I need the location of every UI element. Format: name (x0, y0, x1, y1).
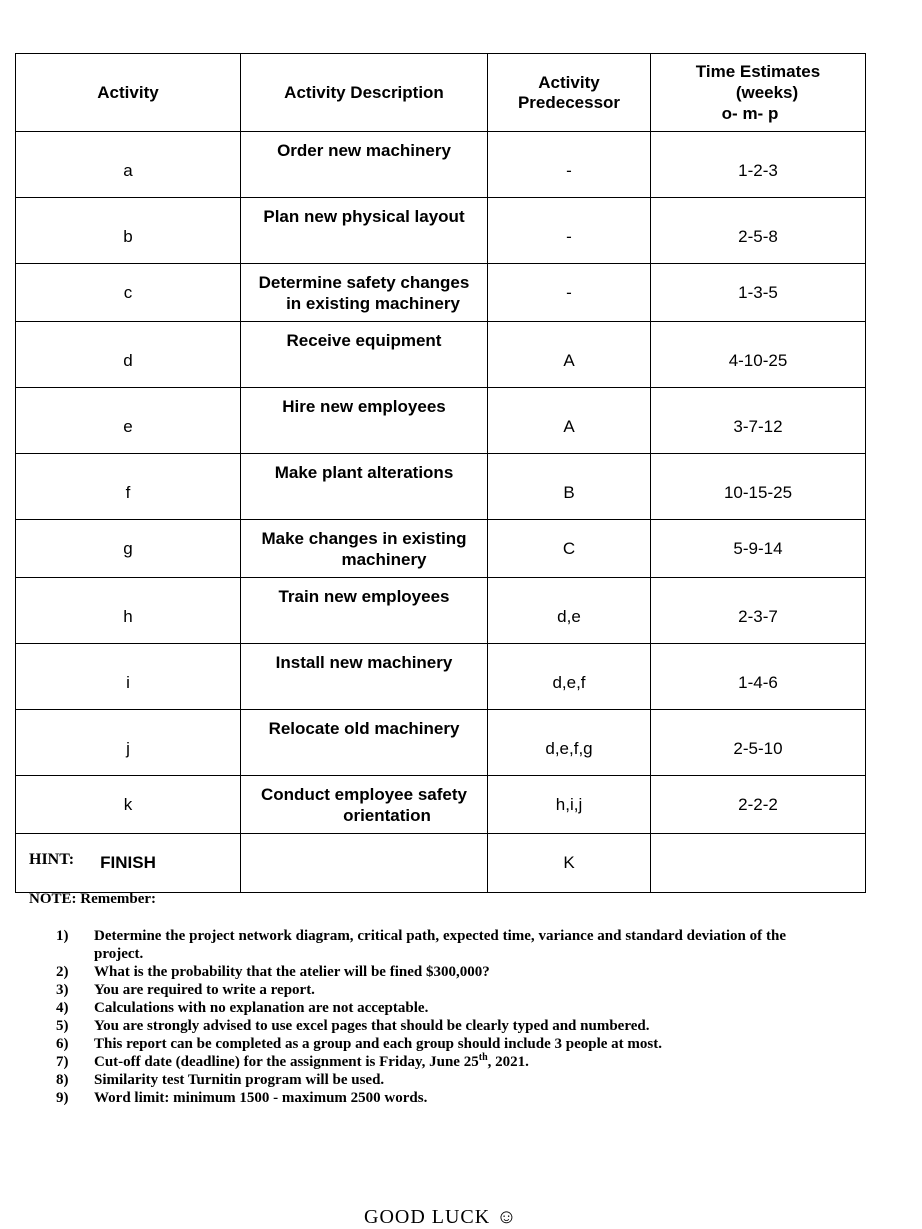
activity-cell: a (123, 160, 133, 180)
description-text: Make changes in existing (261, 528, 467, 548)
list-text: Determine the project network diagram, critical path, expected time, variance and standard deviation of the project. (94, 928, 786, 962)
table-row (16, 264, 866, 322)
activity-table (15, 53, 866, 893)
description-text-line2: in existing machinery (286, 293, 460, 313)
list-number: 1) (56, 928, 69, 944)
time-cell: 2-3-7 (738, 606, 778, 626)
header-predecessor (488, 54, 651, 132)
description-text-line2: machinery (341, 549, 427, 569)
list-text (94, 1053, 786, 1071)
list-text: You are strongly advised to use excel pages that should be clearly typed and numbered. (94, 1018, 650, 1034)
description-cell (241, 264, 488, 322)
list-text: Similarity test Turnitin program will be used. (94, 1072, 385, 1088)
description-text: Install new machinery (275, 653, 453, 672)
time-cell: 4-10-25 (728, 350, 788, 370)
description-text: Conduct employee safety (261, 784, 467, 804)
description-text: Plan new physical layout (263, 207, 465, 226)
description-cell (241, 776, 488, 834)
list-text: You are required to write a report. (94, 982, 315, 998)
list-item (56, 1035, 786, 1053)
list-text: This report can be completed as a group and each group should include 3 people at most. (94, 1036, 662, 1052)
description-text: Hire new employees (282, 397, 446, 416)
table-row (16, 322, 866, 388)
time-cell: 3-7-12 (733, 416, 783, 436)
predecessor-cell: A (563, 416, 575, 436)
table-row (16, 132, 866, 198)
description-text: Receive equipment (286, 331, 442, 350)
activity-cell: g (16, 520, 241, 578)
time-cell: 2-2-2 (651, 776, 866, 834)
list-number: 7) (56, 1054, 69, 1070)
header-time-line2: (weeks) (735, 83, 799, 102)
activity-cell: h (123, 606, 133, 626)
header-activity: Activity (16, 54, 241, 132)
list-text: What is the probability that the atelier will be fined $300,000? (94, 964, 490, 980)
table-row-finish (16, 834, 866, 893)
predecessor-cell: - (488, 264, 651, 322)
good-luck-footer: GOOD LUCK ☺ (364, 1206, 518, 1228)
deadline-text: Cut-off date (deadline) for the assignment is Friday, June 25 (94, 1054, 479, 1070)
list-item (56, 963, 786, 981)
description-text-line2: orientation (343, 805, 431, 825)
time-cell: 1-4-6 (738, 672, 778, 692)
description-cell (241, 644, 488, 710)
header-predecessor-line1: Activity (538, 72, 600, 92)
list-item (56, 927, 786, 963)
list-item (56, 1071, 786, 1089)
description-cell (241, 710, 488, 776)
list-number: 3) (56, 982, 69, 998)
list-number: 8) (56, 1072, 69, 1088)
time-cell: 10-15-25 (723, 482, 793, 502)
table-row (16, 776, 866, 834)
table-row (16, 198, 866, 264)
table-row (16, 520, 866, 578)
description-cell (241, 520, 488, 578)
predecessor-cell: d,e,f (552, 672, 586, 692)
list-item (56, 981, 786, 999)
description-text: Order new machinery (277, 141, 451, 160)
table-row (16, 578, 866, 644)
predecessor-cell: d,e,f,g (545, 738, 593, 758)
activity-cell: i (126, 672, 130, 692)
task-list (56, 927, 786, 1107)
time-cell: 2-5-8 (738, 226, 778, 246)
list-text: Calculations with no explanation are not acceptable. (94, 1000, 429, 1016)
list-item (56, 999, 786, 1017)
predecessor-cell: B (563, 482, 575, 502)
header-time-line3: o- m- p (721, 104, 779, 123)
header-description: Activity Description (241, 54, 488, 132)
list-item (56, 1053, 786, 1071)
note-label: NOTE: Remember: (29, 891, 157, 907)
description-text: Train new employees (278, 587, 450, 606)
list-number: 6) (56, 1036, 69, 1052)
table-row (16, 454, 866, 520)
table-row (16, 388, 866, 454)
activity-cell: k (16, 776, 241, 834)
predecessor-cell: h,i,j (488, 776, 651, 834)
time-cell (651, 834, 866, 893)
table-header-row (16, 54, 866, 132)
activity-cell: j (126, 738, 130, 758)
predecessor-cell: - (566, 226, 572, 246)
activity-cell: c (16, 264, 241, 322)
list-item (56, 1089, 786, 1107)
time-cell: 2-5-10 (733, 738, 783, 758)
header-predecessor-line2: Predecessor (517, 92, 621, 112)
predecessor-cell: K (488, 834, 651, 893)
list-number: 9) (56, 1090, 69, 1106)
header-time-line1: Time Estimates (695, 62, 821, 81)
predecessor-cell: A (563, 350, 575, 370)
hint-label: HINT: (29, 851, 75, 868)
description-text: Determine safety changes (258, 272, 470, 292)
list-item (56, 1017, 786, 1035)
description-cell (241, 454, 488, 520)
predecessor-cell: - (566, 160, 572, 180)
description-cell (241, 198, 488, 264)
activity-cell: e (123, 416, 133, 436)
time-cell: 1-2-3 (738, 160, 778, 180)
description-text: Relocate old machinery (268, 719, 460, 738)
description-cell (241, 578, 488, 644)
description-cell (241, 388, 488, 454)
list-number: 4) (56, 1000, 69, 1016)
description-cell (241, 834, 488, 893)
activity-cell: FINISH (16, 834, 241, 893)
activity-cell: f (125, 482, 131, 502)
description-cell (241, 132, 488, 198)
header-time-estimates (651, 54, 866, 132)
time-cell: 1-3-5 (651, 264, 866, 322)
predecessor-cell: d,e (557, 606, 581, 626)
list-number: 2) (56, 964, 69, 980)
predecessor-cell: C (488, 520, 651, 578)
table-row (16, 644, 866, 710)
ordinal-suffix: th (478, 1052, 488, 1063)
activity-cell: d (123, 350, 133, 370)
time-cell: 5-9-14 (651, 520, 866, 578)
list-text: Word limit: minimum 1500 - maximum 2500 words. (94, 1090, 428, 1106)
description-text: Make plant alterations (274, 463, 454, 482)
table-row (16, 710, 866, 776)
activity-cell: b (123, 226, 133, 246)
deadline-year: , 2021. (487, 1054, 529, 1070)
list-number: 5) (56, 1018, 69, 1034)
description-cell (241, 322, 488, 388)
